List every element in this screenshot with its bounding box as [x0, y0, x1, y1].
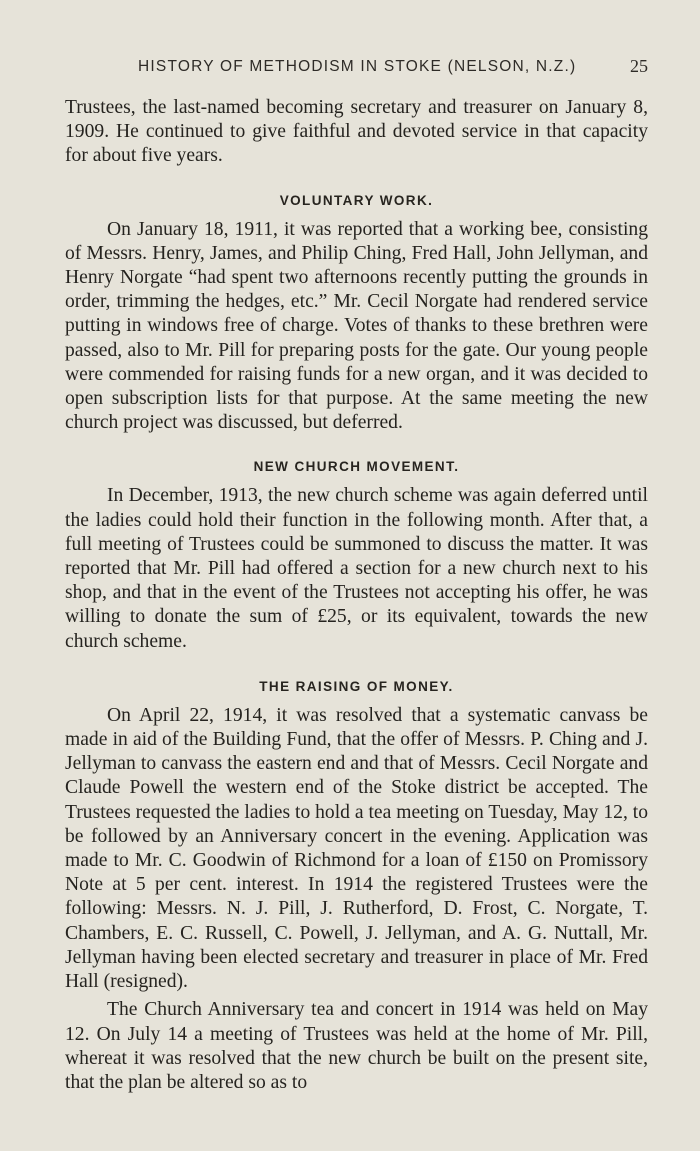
- raising-of-money-paragraph-2: The Church Anniversary tea and concert in 1914 was held on May 12. On July 14 a meeting of Trustees was held at the home of Mr. Pill, whereat it was resolved that the new church be built on the present site, that the plan be altered so as to: [65, 999, 648, 1093]
- section-heading-new-church-movement: NEW CHURCH MOVEMENT.: [253, 459, 460, 475]
- new-church-movement-paragraph: In December, 1913, the new church scheme was again deferred until the ladies could hold their function in the following month. After that, a full meeting of Trustees could be summoned to discuss the matter. It was reported that Mr. Pill had offered a section for a new church next to his shop, and that in the event of the Trustees not accepting his offer, he was willing to donate the sum of £25, or its equivalent, towards the new church scheme.: [65, 485, 648, 652]
- section-heading-voluntary-work: VOLUNTARY WORK.: [279, 192, 434, 208]
- section-heading-raising-of-money: THE RAISING OF MONEY.: [259, 678, 454, 694]
- page-number: 25: [630, 56, 648, 76]
- running-header: [65, 58, 648, 82]
- running-title: HISTORY OF METHODISM IN STOKE (NELSON, N.Z.): [138, 58, 577, 75]
- raising-of-money-paragraph-1: On April 22, 1914, it was resolved that a systematic canvass be made in aid of the Building Fund, that the offer of Messrs. P. Ching and J. Jellyman to canvass the eastern end and that of Messrs. Cecil Norgate and Claude Powell the western end of the Stoke district be accepted. The Trustees requested the ladies to hold a tea meeting on Tuesday, May 12, to be followed by an Anniversary concert in the evening. Application was made to Mr. C. Goodwin of Richmond for a loan of £150 on Promissory Note at 5 per cent. interest. In 1914 the registered Trustees were the following: Messrs. N. J. Pill, J. Rutherford, D. Frost, C. Norgate, T. Chambers, E. C. Russell, C. Powell, J. Jellyman, and A. G. Nuttall, Mr. Jellyman having been elected secretary and treasurer in place of Mr. Fred Hall (resigned).: [65, 704, 649, 993]
- intro-paragraph: Trustees, the last-named becoming secretary and treasurer on January 8, 1909. He continued to give faithful and devoted service in that capacity for about five years.: [65, 97, 648, 167]
- voluntary-work-paragraph: On January 18, 1911, it was reported that a working bee, consisting of Messrs. Henry, James, and Philip Ching, Fred Hall, John Jellyman, and Henry Norgate “had spent two afternoons recently putting the grounds in order, trimming the hedges, etc.” Mr. Cecil Norgate had rendered service putting in windows free of charge. Votes of thanks to these brethren were passed, also to Mr. Pill for preparing posts for the gate. Our young people were commended for raising funds for a new organ, and it was decided to open subscription lists for that purpose. At the same meeting the new church project was discussed, but deferred.: [65, 218, 648, 434]
